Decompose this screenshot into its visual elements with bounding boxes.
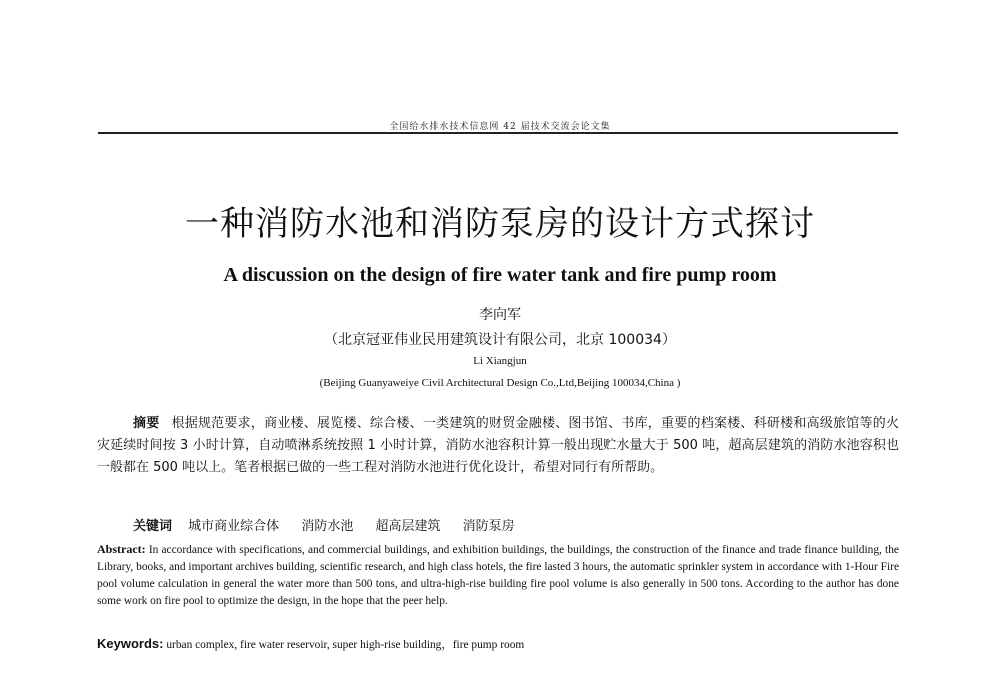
keyword-chinese-item: 城市商业综合体	[188, 519, 280, 534]
affiliation-english: (Beijing Guanyaweiye Civil Architectural Design Co.,Ltd,Beijing 100034,China )	[319, 377, 681, 389]
affiliation-chinese: （北京冠亚伟业民用建筑设计有限公司，北京 100034）	[324, 332, 676, 348]
abstract-english-label: Abstract:	[97, 542, 146, 556]
abstract-english-text: In accordance with specifications, and commercial buildings, and exhibition buildings, the buildings, the construction of the finance and trade finance building, the Library, books, and important archives building, scientific research, and high class hotels, the fire lasted 3 hours, the automatic sprinkler system in accordance with 1-Hour Fire pool volume calculation in general the water more than 500 tons, and ultra-high-rise building fire pool volume is also generally in 500 tons. According to the author has done some work on fire pool to optimize the design, in the hope that the peer help.	[97, 544, 899, 607]
abstract-english	[97, 541, 899, 610]
keywords-english-text: urban complex, fire water reservoir, super high-rise building，fire pump room	[166, 639, 525, 651]
paper-title-english: A discussion on the design of fire water tank and fire pump room	[223, 264, 777, 286]
keywords-chinese	[133, 515, 533, 534]
keywords-english	[97, 636, 524, 652]
header-rule	[98, 132, 898, 134]
running-header: 全国给水排水技术信息网 42 届技术交流会论文集	[389, 122, 611, 132]
keyword-chinese-item: 消防水池	[301, 519, 354, 534]
keywords-english-label: Keywords:	[97, 636, 164, 651]
keyword-chinese-item: 超高层建筑	[375, 519, 441, 534]
paper-title-chinese: 一种消防水池和消防泵房的设计方式探讨	[185, 204, 815, 244]
author-chinese: 李向军	[479, 307, 521, 323]
abstract-chinese	[97, 413, 899, 479]
keywords-chinese-label: 关键词	[133, 519, 173, 534]
author-english: Li Xiangjun	[473, 355, 527, 367]
abstract-chinese-label: 摘要	[133, 416, 160, 431]
keyword-chinese-item: 消防泵房	[462, 519, 515, 534]
abstract-chinese-text: 根据规范要求，商业楼、展览楼、综合楼、一类建筑的财贸金融楼、图书馆、书库，重要的档案楼、科研楼和高级旅馆等的火灾延续时间按 3 小时计算，自动喷淋系统按照 1 小时计算，消防水池容积计算一般出现贮水量大于 500 吨，超高层建筑的消防水池容积也一般都在 500 吨以上。笔者根据已做的一些工程对消防水池进行优化设计，希望对同行有所帮助。	[97, 416, 899, 475]
